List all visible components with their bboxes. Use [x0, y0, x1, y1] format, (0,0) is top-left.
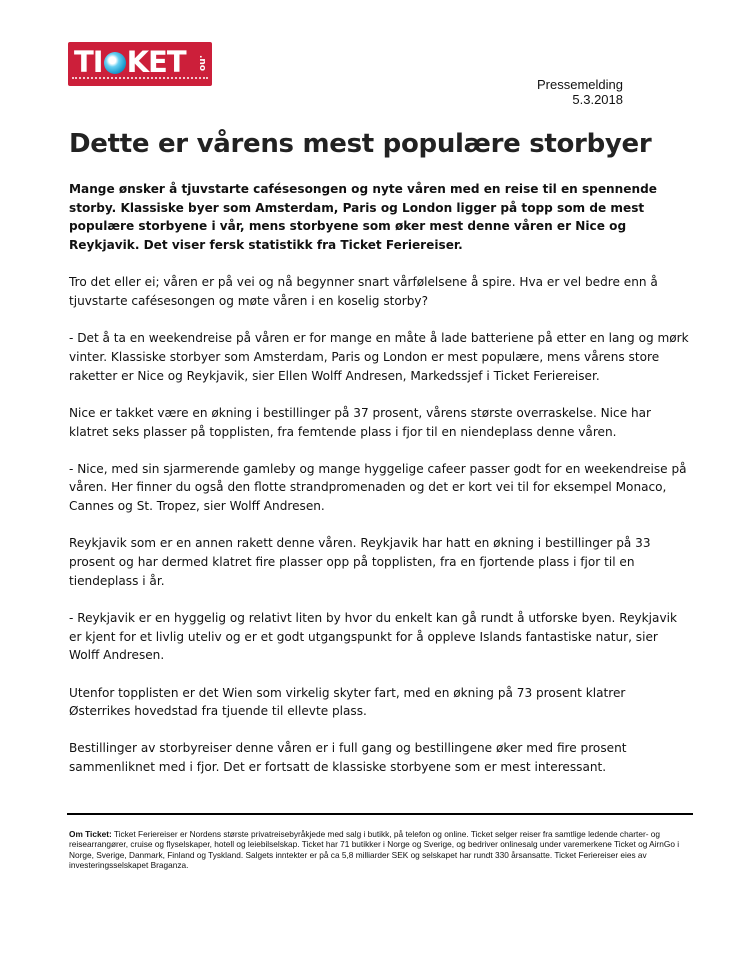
globe-icon: [104, 52, 126, 74]
body-paragraph: - Reykjavik er en hyggelig og relativt liten by hvor du enkelt kan gå rundt å utforske byen. Reykjavik er kjent for et livlig uteliv og er et godt utgangspunkt for å oppleve Islands fantastiske natur, sier Wolff Andresen.: [69, 610, 677, 663]
logo-domain-suffix: .no: [197, 54, 207, 71]
ticket-logo: [68, 42, 212, 86]
footer-text: Ticket Feriereiser er Nordens største privatreisebyråkjede med salg i butikk, på telefon og online. Ticket selger reiser fra samtlige ledende charter- og reisearrangører, cruise og flyselskaper, hotell og leiebilselskap. Ticket har 71 butikker i Norge og Sverige, og bedriver onlinesalg under varemerkene Ticket og AirnGo i Norge, Sverige, Danmark, Finland og Tyskland. Salgets inntekter er på ca 5,8 milliarder SEK og selskapet har rundt 330 årsansatte. Ticket Feriereiser eies av investeringsselskapet Braganza.: [69, 829, 680, 870]
body-paragraph: Bestillinger av storbyreiser denne våren er i full gang og bestillingene øker med fire prosent sammenliknet med i fjor. Det er fortsatt de klassiske storbyene som er mest interessant.: [69, 741, 627, 775]
logo-background: [68, 42, 212, 86]
document-date: 5.3.2018: [572, 92, 623, 107]
body-paragraph: Tro det eller ei; våren er på vei og nå begynner snart vårfølelsene å spire. Hva er vel bedre enn å tjuvstarte cafésesongen og møte våren i en koselig storby?: [69, 275, 658, 309]
logo-wordmark: TI KET: [74, 45, 186, 79]
body-paragraph: Reykjavik som er en annen rakett denne våren. Reykjavik har hatt en økning i bestillinger på 33 prosent og har dermed klatret fire plasser opp på topplisten, fra en fjortende plass i fjor til en tiendeplass i år.: [69, 536, 651, 588]
article-body: [69, 180, 689, 795]
footer-about: [69, 829, 687, 870]
document-meta: [537, 77, 623, 107]
lead-paragraph: Mange ønsker å tjuvstarte cafésesongen og nyte våren med en reise til en spennende storby. Klassiske byer som Amsterdam, Paris og London ligger på topp som de mest populære storbyene i vår, mens storbyene som øker mest denne våren er Nice og Reykjavik. Det viser fersk statistikk fra Ticket Feriereiser.: [69, 182, 657, 253]
logo-perforation: [72, 77, 208, 83]
footer-label: Om Ticket:: [69, 829, 112, 839]
body-paragraph: - Nice, med sin sjarmerende gamleby og mange hyggelige cafeer passer godt for en weekendreise på våren. Her finner du også den flotte strandpromenaden og det er kort vei til for eksempel Monaco, Cannes og St. Tropez, sier Wolff Andresen.: [69, 461, 687, 514]
body-paragraph: - Det å ta en weekendreise på våren er for mange en måte å lade batteriene på etter en lang og mørk vinter. Klassiske storbyer som Amsterdam, Paris og London er mest populære, mens vårens store raketter er Nice og Reykjavik, sier Ellen Wolff Andresen, Markedssjef i Ticket Feriereiser.: [69, 331, 689, 383]
body-paragraph: Utenfor topplisten er det Wien som virkelig skyter fart, med en økning på 73 prosent klatrer Østerrikes hovedstad fra tjuende til ellevte plass.: [69, 685, 626, 719]
body-paragraph: Nice er takket være en økning i bestillinger på 37 prosent, vårens største overraskelse. Nice har klatret seks plasser på topplisten, fra femtende plass i fjor til en niendeplass denne våren.: [69, 405, 652, 439]
page-title: Dette er vårens mest populære storbyer: [69, 129, 652, 159]
document-type: Pressemelding: [537, 77, 623, 92]
footer-divider: [67, 813, 693, 815]
